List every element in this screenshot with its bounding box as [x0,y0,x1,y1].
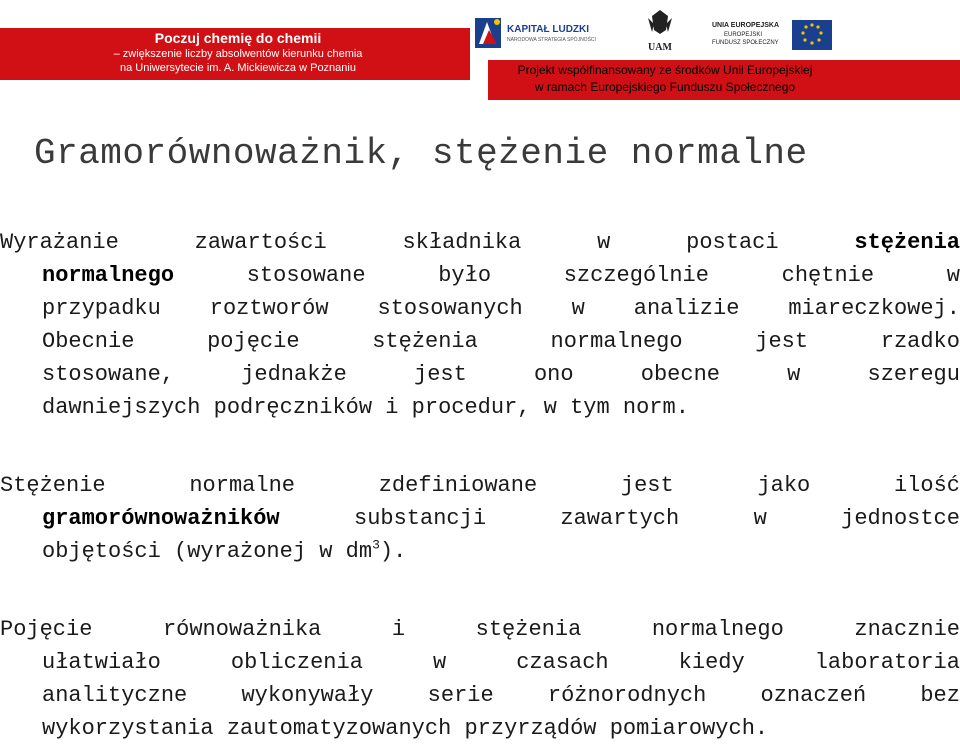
word: miareczkowej. [788,296,960,321]
p1-line-6 [0,391,960,424]
word: Obecnie [42,329,135,354]
word: bez [920,683,960,708]
page-title: Gramorównoważnik, stężenie normalne [34,133,808,174]
p3-line-2 [0,646,960,679]
word: i [391,617,406,642]
cofinancing-line1: Projekt współfinansowany ze środków Unii Europejskiej [517,63,813,77]
word: stosowane [246,263,366,288]
word: substancji [354,506,487,531]
cofinancing-note [500,62,830,96]
uam-logo [640,6,680,54]
superscript: 3 [372,537,380,553]
word: szczególnie [563,263,709,288]
word: w [432,650,447,675]
p3-line-3 [0,679,960,712]
word: składnika [402,230,522,255]
word: w [597,230,611,255]
bold-term: normalnego [42,263,175,288]
bold-term: stężenia [854,230,960,255]
p1-line-2 [0,259,960,292]
word: w [753,506,767,531]
word: Wyrażanie [0,230,119,255]
word: roztworów [209,296,329,321]
word: normalnego [651,617,784,642]
word: było [438,263,492,288]
word: ułatwiało [42,650,161,675]
p2-line-2 [0,502,960,535]
p2-line-1 [0,469,960,502]
paragraph-3 [0,613,960,745]
word: w [571,296,585,321]
word: przypadku [42,296,161,321]
word: normalne [189,473,295,498]
word: równoważnika [162,617,322,642]
logo-strip [455,0,960,60]
word: jest [755,329,809,354]
word: serie [427,683,494,708]
sentence-end: dawniejszych podręczników i procedur, w tym norm. [42,395,689,420]
word: stężenia [475,617,582,642]
word: szeregu [867,362,960,387]
project-title: Poczuj chemię do chemii [154,30,322,46]
word: stosowanych [377,296,523,321]
word: ilość [893,473,960,498]
word: analizie [633,296,740,321]
word: zdefiniowane [378,473,538,498]
word: obecne [640,362,720,387]
p1-line-3 [0,292,960,325]
word: różnorodnych [547,683,707,708]
word: znacznie [854,617,960,642]
uam-text: UAM [648,42,672,53]
word: w [787,362,801,387]
word: jednakże [241,362,347,387]
p3-line-1 [0,613,960,646]
kapital-ludzki-text: KAPITAŁ LUDZKI [507,24,590,35]
eu-text-1: UNIA EUROPEJSKA [712,22,780,29]
word: czasach [516,650,609,675]
word: stężenia [372,329,478,354]
word: jednostce [841,506,960,531]
word: postaci [686,230,779,255]
word: kiedy [678,650,745,675]
word: laboratoria [814,650,960,675]
word: zawartych [560,506,680,531]
text-post: ). [379,539,407,564]
paragraph-1 [0,226,960,424]
eu-text-2: EUROPEJSKI [724,32,763,38]
p1-line-5 [0,358,960,391]
p1-line-1 [0,226,960,259]
word: ono [533,362,574,387]
p2-line-3 [0,535,960,568]
word: jako [757,473,811,498]
word: rzadko [880,329,960,354]
word: pojęcie [207,329,300,354]
kapital-ludzki-logo [473,14,623,52]
kapital-ludzki-subtext: NARODOWA STRATEGIA SPÓJNOŚCI [507,37,596,43]
word: normalnego [550,329,683,354]
eu-logo [710,16,835,54]
word: oznaczeń [760,683,867,708]
word: zawartości [194,230,327,255]
p3-line-4 [0,712,960,745]
bold-term: gramorównoważników [42,506,280,531]
paragraph-2 [0,469,960,568]
word: Stężenie [0,473,106,498]
word: chętnie [781,263,875,288]
project-subtitle-line1: – zwiększenie liczby absolwentów kierunku chemia [113,48,363,60]
word: jest [414,362,467,387]
word: stosowane, [42,362,175,387]
project-subtitle-line2: na Uniwersytecie im. A. Mickiewicza w Poznaniu [120,62,356,74]
word: wykonywały [241,683,374,708]
word: jest [620,473,674,498]
word: analityczne [42,683,188,708]
word: obliczenia [230,650,363,675]
word: w [946,263,960,288]
eu-text-3: FUNDUSZ SPOŁECZNY [712,40,779,46]
text-pre: objętości (wyrażonej w dm [42,539,373,564]
sentence-end: wykorzystania zautomatyzowanych przyrządów pomiarowych. [42,716,769,741]
project-header [0,0,960,100]
project-title-block [108,30,368,75]
p1-line-4 [0,325,960,358]
volume-unit-text [42,535,406,568]
word: Pojęcie [0,617,93,642]
cofinancing-line2: w ramach Europejskiego Funduszu Społecznego [534,80,796,94]
